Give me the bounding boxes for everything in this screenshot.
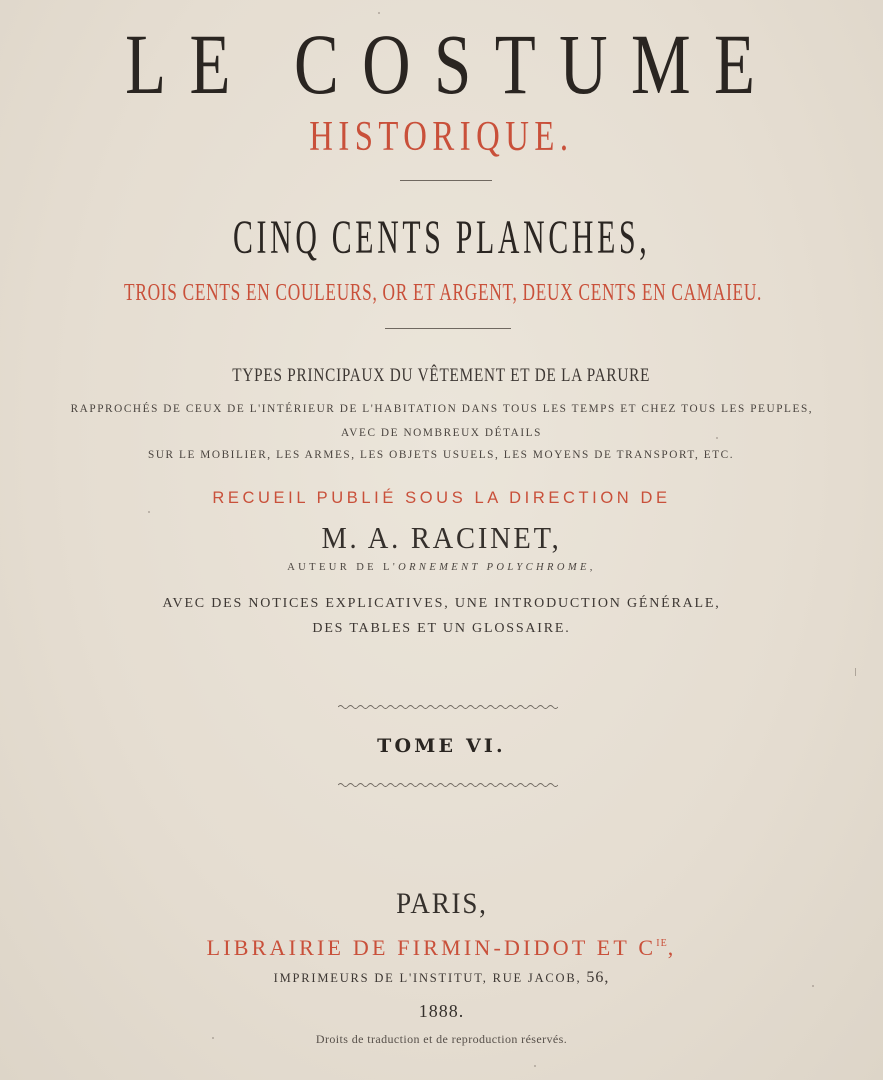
book-title: LE COSTUME bbox=[124, 16, 779, 112]
editor-name: M. A. RACINET, bbox=[321, 520, 562, 555]
editor-credit-work: ORNEMENT POLYCHROME, bbox=[398, 562, 596, 573]
imprint-city: PARIS, bbox=[395, 887, 488, 920]
imprint-publisher: LIBRAIRIE DE FIRMIN-DIDOT ET $C^{IE}$, bbox=[206, 935, 677, 960]
paper-speck bbox=[855, 668, 856, 676]
description-line: RAPPROCHÉS DE CEUX DE L'INTÉRIEUR DE L'HABITATION DANS TOUS LES TEMPS ET CHEZ TOUS LES PEUPLES, bbox=[70, 403, 813, 415]
editor-intro: RECUEIL PUBLIÉ SOUS LA DIRECTION DE bbox=[212, 489, 671, 507]
paper-speck bbox=[378, 12, 380, 14]
book-subtitle: HISTORIQUE. bbox=[309, 114, 574, 160]
description-line: AVEC DE NOMBREUX DÉTAILS bbox=[341, 427, 542, 439]
wavy-rule-ornament bbox=[338, 704, 558, 710]
description-line: SUR LE MOBILIER, LES ARMES, LES OBJETS USUELS, LES MOYENS DE TRANSPORT, ETC. bbox=[148, 449, 735, 461]
rights-notice: Droits de traduction et de reproduction réservés. bbox=[315, 1032, 568, 1046]
paper-speck bbox=[148, 511, 150, 513]
paper-speck bbox=[534, 1065, 536, 1067]
paper-speck bbox=[716, 437, 718, 439]
volume-label: TOME VI. bbox=[377, 735, 506, 757]
notices-line: AVEC DES NOTICES EXPLICATIVES, UNE INTRODUCTION GÉNÉRALE, bbox=[162, 596, 721, 611]
divider-rule bbox=[400, 180, 492, 181]
imprint-printers: IMPRIMEURS DE L'INSTITUT, RUE JACOB, 56, bbox=[273, 969, 610, 986]
wavy-rule-ornament bbox=[338, 782, 558, 788]
notices-line: DES TABLES ET UN GLOSSAIRE. bbox=[312, 621, 571, 636]
paper-speck bbox=[212, 1037, 214, 1039]
types-line: TYPES PRINCIPAUX DU VÊTEMENT ET DE LA PARURE bbox=[232, 365, 651, 386]
plates-heading: CINQ CENTS PLANCHES, bbox=[232, 211, 651, 264]
paper-speck bbox=[812, 985, 814, 987]
plates-detail: TROIS CENTS EN COULEURS, OR ET ARGENT, DEUX CENTS EN CAMAIEU. bbox=[124, 280, 763, 306]
divider-rule bbox=[385, 328, 511, 329]
imprint-year: 1888. bbox=[418, 1001, 465, 1021]
editor-credit: AUTEUR DE L'ORNEMENT POLYCHROME, bbox=[287, 562, 596, 573]
